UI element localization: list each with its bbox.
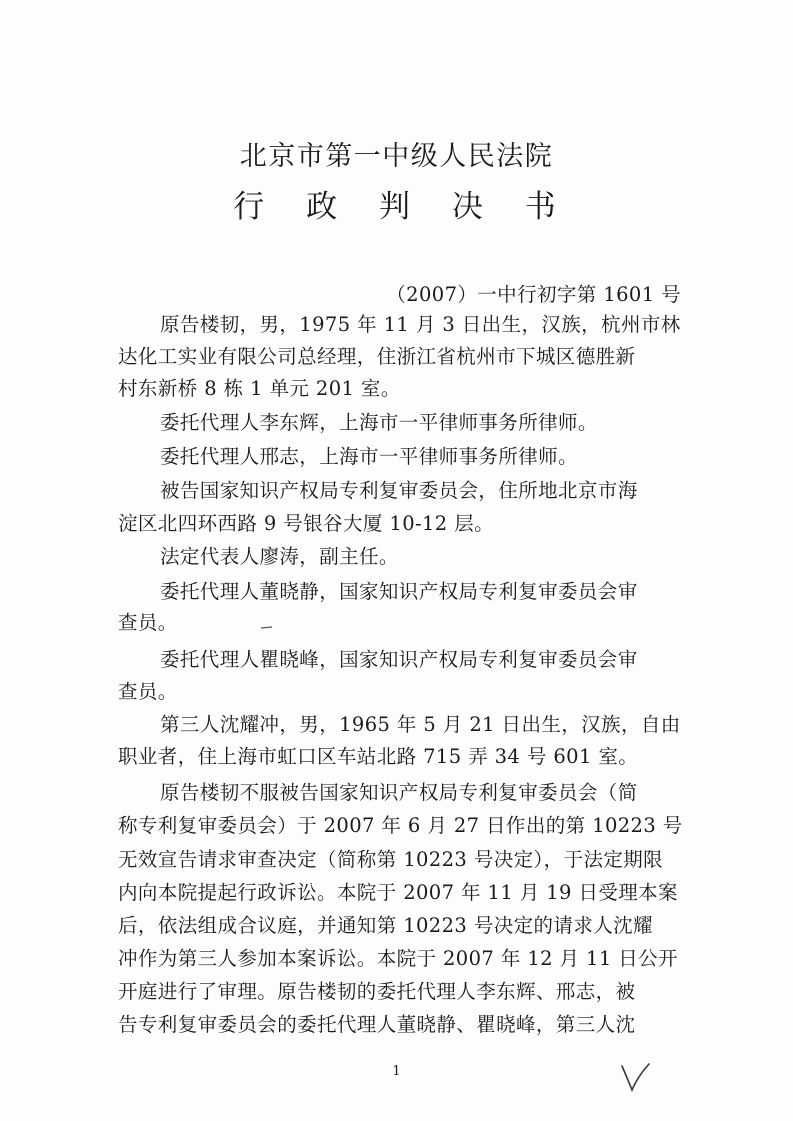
body-line: 村东新桥 8 栋 1 单元 201 室。 bbox=[118, 377, 401, 400]
body-line: 被告国家知识产权局专利复审委员会，住所地北京市海 bbox=[160, 479, 638, 502]
case-number: （2007）一中行初字第 1601 号 bbox=[386, 283, 681, 306]
body-line: 内向本院提起行政诉讼。本院于 2007 年 11 月 19 日受理本案 bbox=[118, 881, 678, 904]
body-line: 查员。 bbox=[118, 680, 178, 703]
body-line: 称专利复审委员会）于 2007 年 6 月 27 日作出的第 10223 号 bbox=[118, 814, 683, 837]
body-line: 职业者，住上海市虹口区车站北路 715 弄 34 号 601 室。 bbox=[118, 745, 639, 768]
body-line: 委托代理人李东辉，上海市一平律师事务所律师。 bbox=[160, 411, 598, 434]
stray-mark-icon bbox=[260, 625, 274, 631]
body-line: 原告楼韧不服被告国家知识产权局专利复审委员会（简 bbox=[160, 781, 638, 804]
body-line: 达化工实业有限公司总经理，住浙江省杭州市下城区德胜新 bbox=[118, 345, 636, 368]
body-line: 告专利复审委员会的委托代理人董晓静、瞿晓峰，第三人沈 bbox=[118, 1013, 636, 1036]
body-line: 原告楼韧，男，1975 年 11 月 3 日出生，汉族，杭州市林 bbox=[160, 313, 681, 336]
body-line: 委托代理人邢志，上海市一平律师事务所律师。 bbox=[160, 445, 578, 468]
body-line: 淀区北四环西路 9 号银谷大厦 10-12 层。 bbox=[118, 512, 495, 535]
document-title: 行 政 判 决 书 bbox=[233, 189, 572, 225]
body-line: 委托代理人董晓静，国家知识产权局专利复审委员会审 bbox=[160, 580, 638, 603]
body-line: 后，依法组成合议庭，并通知第 10223 号决定的请求人沈耀 bbox=[118, 914, 653, 937]
body-line: 查员。 bbox=[118, 611, 178, 634]
page-number: 1 bbox=[392, 1064, 401, 1079]
handwritten-check-mark-icon bbox=[618, 1060, 652, 1096]
body-line: 无效宣告请求审查决定（简称第 10223 号决定），于法定期限 bbox=[118, 848, 664, 871]
body-line: 第三人沈耀冲，男，1965 年 5 月 21 日出生，汉族，自由 bbox=[160, 713, 681, 736]
body-line: 开庭进行了审理。原告楼韧的委托代理人李东辉、邢志，被 bbox=[118, 980, 636, 1003]
body-line: 委托代理人瞿晓峰，国家知识产权局专利复审委员会审 bbox=[160, 648, 638, 671]
body-line: 冲作为第三人参加本案诉讼。本院于 2007 年 12 月 11 日公开 bbox=[118, 947, 678, 970]
body-line: 法定代表人廖涛，副主任。 bbox=[160, 545, 399, 568]
court-name: 北京市第一中级人民法院 bbox=[239, 141, 554, 172]
